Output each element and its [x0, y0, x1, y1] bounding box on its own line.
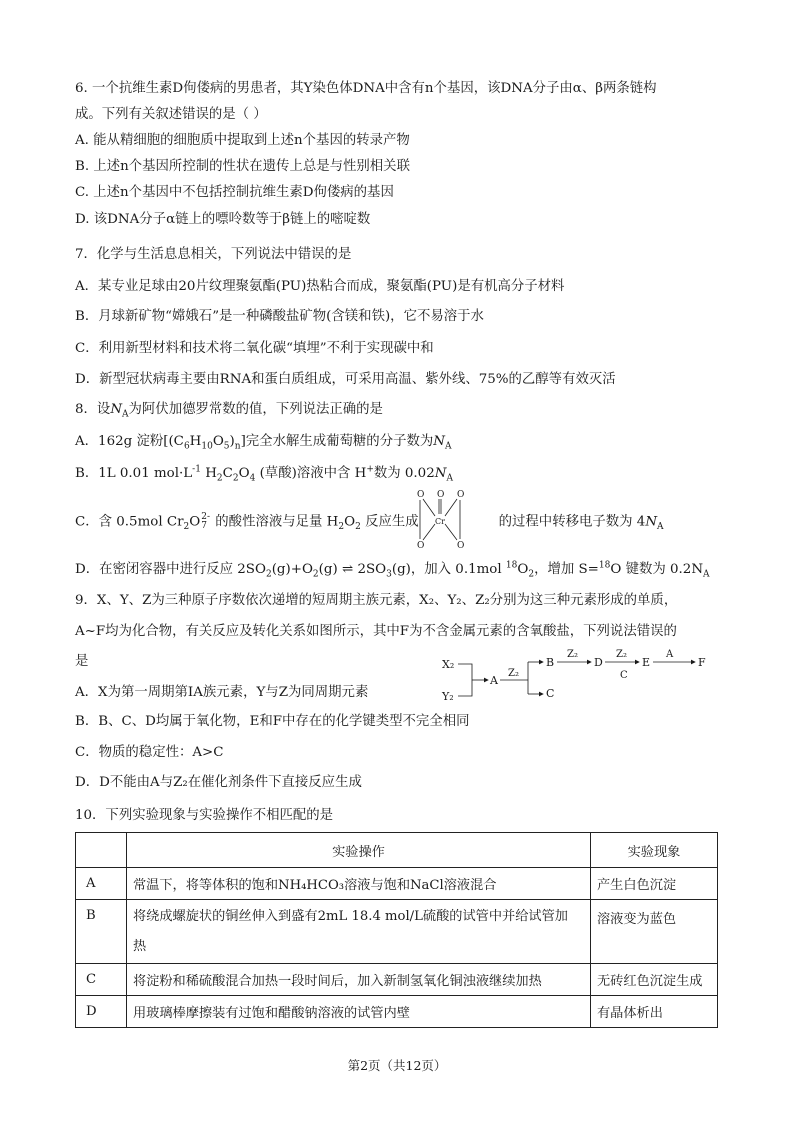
row-observation: 无砖红色沉淀生成	[591, 964, 718, 996]
q6-option-a: A. 能从精细胞的细胞质中提取到上述n个基因的转录产物	[75, 133, 410, 148]
table-row	[76, 868, 718, 900]
experiment-table	[75, 832, 718, 1028]
page-footer: 第2页（共12页）	[347, 1058, 447, 1073]
diagram-z2-label: Z₂	[508, 668, 519, 679]
diagram-a-label: A	[666, 649, 674, 660]
row-observation: 溶液变为蓝色	[591, 900, 718, 964]
q9-option-b: B．B、C、D均属于氧化物，E和F中存在的化学键类型不完全相同	[75, 714, 470, 729]
q9-option-d: D．D不能由A与Z₂在催化剂条件下直接反应生成	[75, 775, 362, 790]
structure-o-top-left: O	[417, 490, 425, 500]
table-header-option	[76, 833, 127, 868]
row-operation-line1: 将绕成螺旋状的铜丝伸入到盛有2mL 18.4 mol/L硫酸的试管中并给试管加	[133, 909, 568, 924]
q8-stem: 8．设$N_A$为阿伏加德罗常数的值，下列说法正确的是	[75, 402, 383, 420]
q10-stem: 10．下列实验现象与实验操作不相匹配的是	[75, 808, 334, 823]
diagram-b: B	[546, 656, 555, 669]
q6-option-c: C. 上述n个基因中不包括控制抗维生素D佝偻病的基因	[75, 185, 394, 200]
cro5-structure-diagram	[406, 488, 478, 552]
row-option: A	[76, 868, 127, 900]
q7-option-a: A．某专业足球由20片纹理聚氨酯(PU)热粘合而成，聚氨酯(PU)是有机高分子材料	[75, 279, 565, 294]
q9-reaction-diagram	[436, 644, 718, 704]
q9-option-c: C．物质的稳定性：A>C	[75, 745, 224, 760]
diagram-y2: Y₂	[442, 690, 454, 703]
row-operation-line2: 热	[133, 939, 147, 954]
row-operation	[127, 900, 591, 964]
structure-o-top-mid: O	[437, 490, 445, 500]
diagram-x2: X₂	[442, 658, 455, 671]
q6-option-d: D. 该DNA分子α链上的嘌呤数等于β链上的嘧啶数	[75, 212, 371, 227]
q9-option-a: A．X为第一周期第ⅠA族元素，Y与Z为同周期元素	[75, 685, 369, 700]
structure-o-bottom-right: O	[457, 541, 465, 551]
q8-option-b: B．1L 0.01 $mol\cdot L^{-1}$ $H_2C_2O_4$ (草酸)溶液中含 H+数为 $0.02N_A$	[75, 464, 453, 484]
row-observation: 有晶体析出	[591, 996, 718, 1028]
q9-stem-line2: A~F均为化合物，有关反应及转化关系如图所示，其中F为不含金属元素的含氧酸盐，下列说法错误的	[75, 624, 677, 639]
q6-stem-line2: 成。下列有关叙述错误的是（ ）	[75, 107, 267, 122]
q9-stem-line1: 9．X、Y、Z为三种原子序数依次递增的短周期主族元素，X₂、Y₂、Z₂分别为这三种元素形成的单质，	[75, 593, 678, 608]
diagram-z2-label-b: Z₂	[567, 649, 578, 660]
structure-cr: Cr	[435, 517, 445, 526]
table-row	[76, 900, 718, 964]
diagram-f: F	[698, 656, 706, 669]
row-observation: 产生白色沉淀	[591, 868, 718, 900]
table-header-row	[76, 833, 718, 868]
q6-option-b: B. 上述n个基因所控制的性状在遗传上总是与性别相关联	[75, 159, 410, 174]
diagram-e: E	[642, 656, 651, 669]
q7-option-d: D．新型冠状病毒主要由RNA和蛋白质组成，可采用高温、紫外线、75%的乙醇等有效灭活	[75, 372, 616, 387]
diagram-c: C	[546, 687, 555, 700]
row-option: C	[76, 964, 127, 996]
diagram-c-label: C	[620, 670, 628, 681]
structure-o-top-right: O	[457, 490, 465, 500]
q7-stem: 7．化学与生活息息相关，下列说法中错误的是	[75, 247, 352, 262]
q8-option-a: A．162g 淀粉$[(C_6H_{10}O_5)_n]$完全水解生成葡萄糖的分子数为$N_A$	[75, 434, 452, 452]
table-row	[76, 996, 718, 1028]
row-option: B	[76, 900, 127, 964]
table-header-operation: 实验操作	[127, 833, 591, 868]
row-option: D	[76, 996, 127, 1028]
row-operation: 常温下，将等体积的饱和NH₄HCO₃溶液与饱和NaCl溶液混合	[127, 868, 591, 900]
q9-stem-line3: 是	[75, 654, 89, 669]
q8-option-d: D．在密闭容器中进行反应 $2SO_2(g)+O_2(g)$ ⇌ $2SO_3(g)$，加入 0.1mol $^{18}O_2$，增加 S=$^{18}$O 键数为 $0.2N_A$	[75, 560, 710, 580]
diagram-a: A	[490, 674, 498, 687]
diagram-d: D	[594, 656, 603, 669]
table-header-observation: 实验现象	[591, 833, 718, 868]
q8-option-c: C．含 0.5mol $Cr_2O2-$ 7 的酸性溶液与足量 $H_2O_2$ 反应生成 的过程中转移电子数为 $4N_A$	[75, 512, 664, 533]
q7-option-c: C．利用新型材料和技术将二氧化碳“填埋”不利于实现碳中和	[75, 341, 434, 356]
row-operation: 用玻璃棒摩擦装有过饱和醋酸钠溶液的试管内壁	[127, 996, 591, 1028]
row-operation: 将淀粉和稀硫酸混合加热一段时间后，加入新制氢氧化铜浊液继续加热	[127, 964, 591, 996]
q6-stem-line1: 6. 一个抗维生素D佝偻病的男患者，其Y染色体DNA中含有n个基因，该DNA分子由α、β两条链构	[75, 81, 657, 96]
structure-o-bottom-left: O	[417, 541, 425, 551]
diagram-z2-label-d: Z₂	[616, 649, 627, 660]
q7-option-b: B．月球新矿物“嫦娥石”是一种磷酸盐矿物(含镁和铁)，它不易溶于水	[75, 309, 484, 324]
table-row	[76, 964, 718, 996]
